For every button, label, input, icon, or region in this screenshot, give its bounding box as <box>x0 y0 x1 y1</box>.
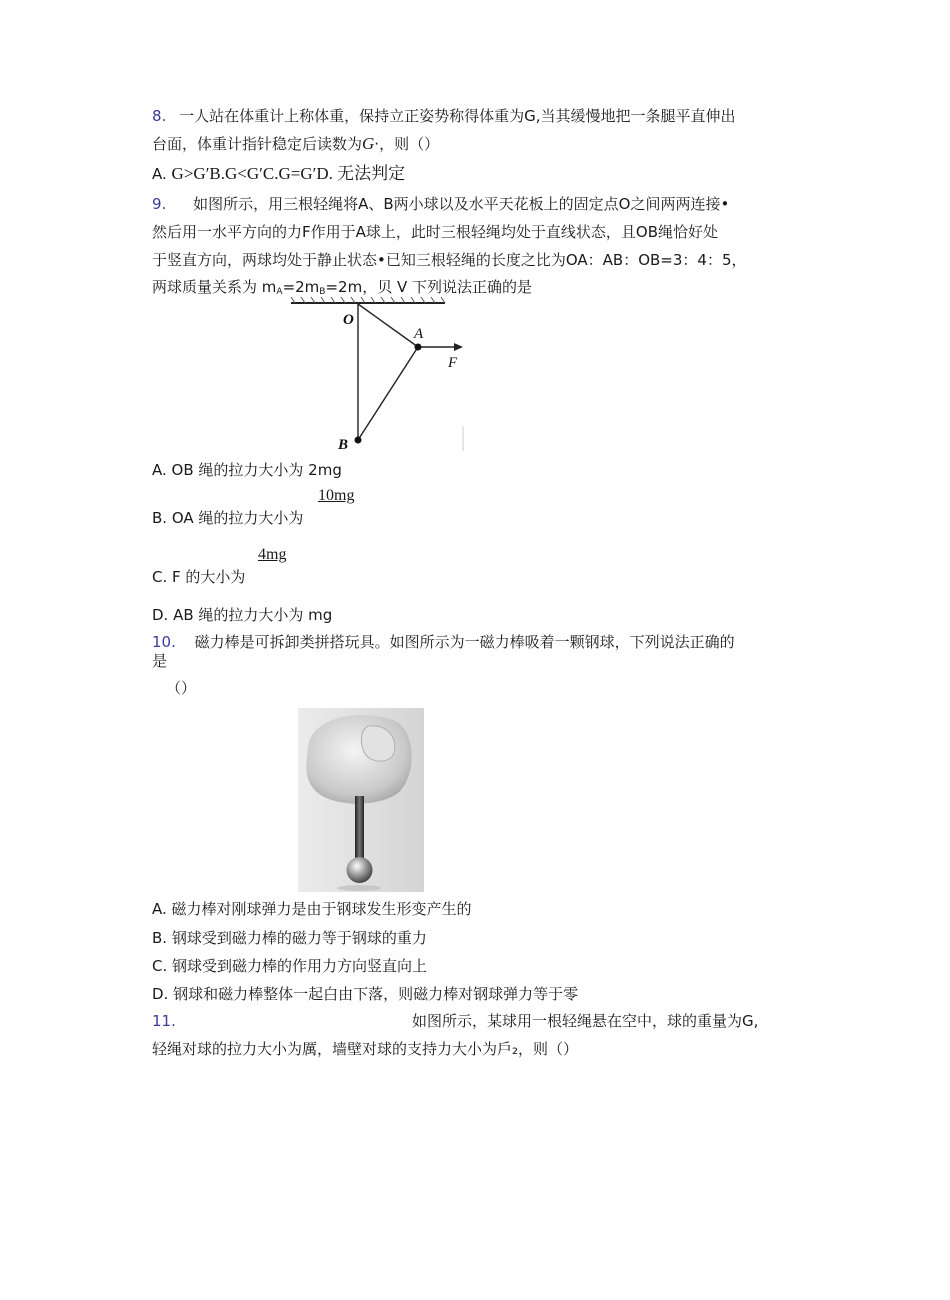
q9-option-d: D. AB 绳的拉力大小为 mg <box>152 606 333 624</box>
q8-option-c: G=G′ <box>278 164 317 183</box>
label-b: B <box>338 437 349 453</box>
q8-text-1: 一人站在体重计上称体重，保持立正姿势称得体重为G,当其缓慢地把一条腿平直伸出 <box>179 107 736 125</box>
q8-line1 <box>152 106 736 126</box>
q8-number: 8. <box>152 107 167 125</box>
q10-option-d: D. 钢球和磁力棒整体一起白由下落，则磁力棒对钢球弹力等于零 <box>152 985 579 1003</box>
q9-option-c-fraction: 4mg <box>258 546 287 563</box>
q8-option-b-label: B. <box>209 164 226 183</box>
q8-option-a: G>G′ <box>171 164 210 183</box>
q9-option-b: B. OA 绳的拉力大小为 <box>152 509 304 527</box>
q9-option-c: C. F 的大小为 <box>152 568 246 586</box>
q11-text-2: 轻绳对球的拉力大小为厲，墙壁对球的支持力大小为戶₂，则（） <box>152 1040 579 1058</box>
q8-option-a-label: A. <box>152 165 167 183</box>
q10-text-1: 磁力棒是可拆卸类拼搭玩具。如图所示为一磁力棒吸着一颗钢球，下列说法正确的 <box>194 633 735 651</box>
q9-option-b-fraction: 10mg <box>318 487 355 504</box>
q11-number-text: 11. <box>152 1012 176 1030</box>
q11-number <box>152 1011 176 1031</box>
q9-rope-diagram <box>285 296 475 454</box>
q9-number: 9. <box>152 195 167 213</box>
q8-option-c-label: C. <box>262 164 279 183</box>
q10-line1 <box>152 632 735 652</box>
q8-option-d: D. 无法判定 <box>316 164 406 183</box>
label-a: A <box>414 326 424 342</box>
q9-text-1: 如图所示，用三根轻绳将A、B两小球以及水平天花板上的固定点O之间两两连接• <box>193 195 730 213</box>
q10-option-b: B. 钢球受到磁力棒的磁力等于钢球的重力 <box>152 929 427 947</box>
q9-sub-b: B <box>319 287 326 297</box>
q9-line1 <box>152 194 729 214</box>
q9-text-2: 然后用一水平方向的力F作用于A球上，此时三根轻绳均处于直线状态，且OB绳恰好处 <box>152 223 718 241</box>
q9-text-3: 于竖直方向，两球均处于静止状态•已知三根轻绳的长度之比为OA：AB：OB=3：4：5， <box>152 251 747 269</box>
q9-text-4c: =2m，贝 V 下列说法正确的是 <box>325 278 533 296</box>
q9-text-4a: 两球质量关系为 m <box>152 278 277 296</box>
q10-text-3: （） <box>166 679 197 697</box>
q8-text-2a: 台面，体重计指针稳定后读数为 <box>152 135 363 153</box>
q10-number: 10. <box>152 633 176 651</box>
q9-text-4b: =2m <box>282 278 320 296</box>
q10-option-a: A. 磁力棒对刚球弹力是由于钢球发生形变产生的 <box>152 900 472 918</box>
q11-text-1: 如图所示，某球用一根轻绳悬在空中，球的重量为G, <box>412 1012 759 1030</box>
q8-g-prime: G <box>362 134 375 153</box>
label-f: F <box>448 355 458 371</box>
magnet-stick-photo <box>298 708 424 892</box>
q8-option-b: G<G′ <box>225 164 263 183</box>
q9-option-a: A. OB 绳的拉力大小为 2mg <box>152 461 342 479</box>
q8-line2 <box>152 134 439 154</box>
label-o: O <box>343 312 354 328</box>
q8-options <box>152 164 405 184</box>
q10-text-2: 是 <box>152 652 168 670</box>
q9-sub-a: A <box>276 287 283 297</box>
q10-option-c: C. 钢球受到磁力棒的作用力方向竖直向上 <box>152 957 428 975</box>
q8-text-2c: ·，则（） <box>374 135 440 153</box>
